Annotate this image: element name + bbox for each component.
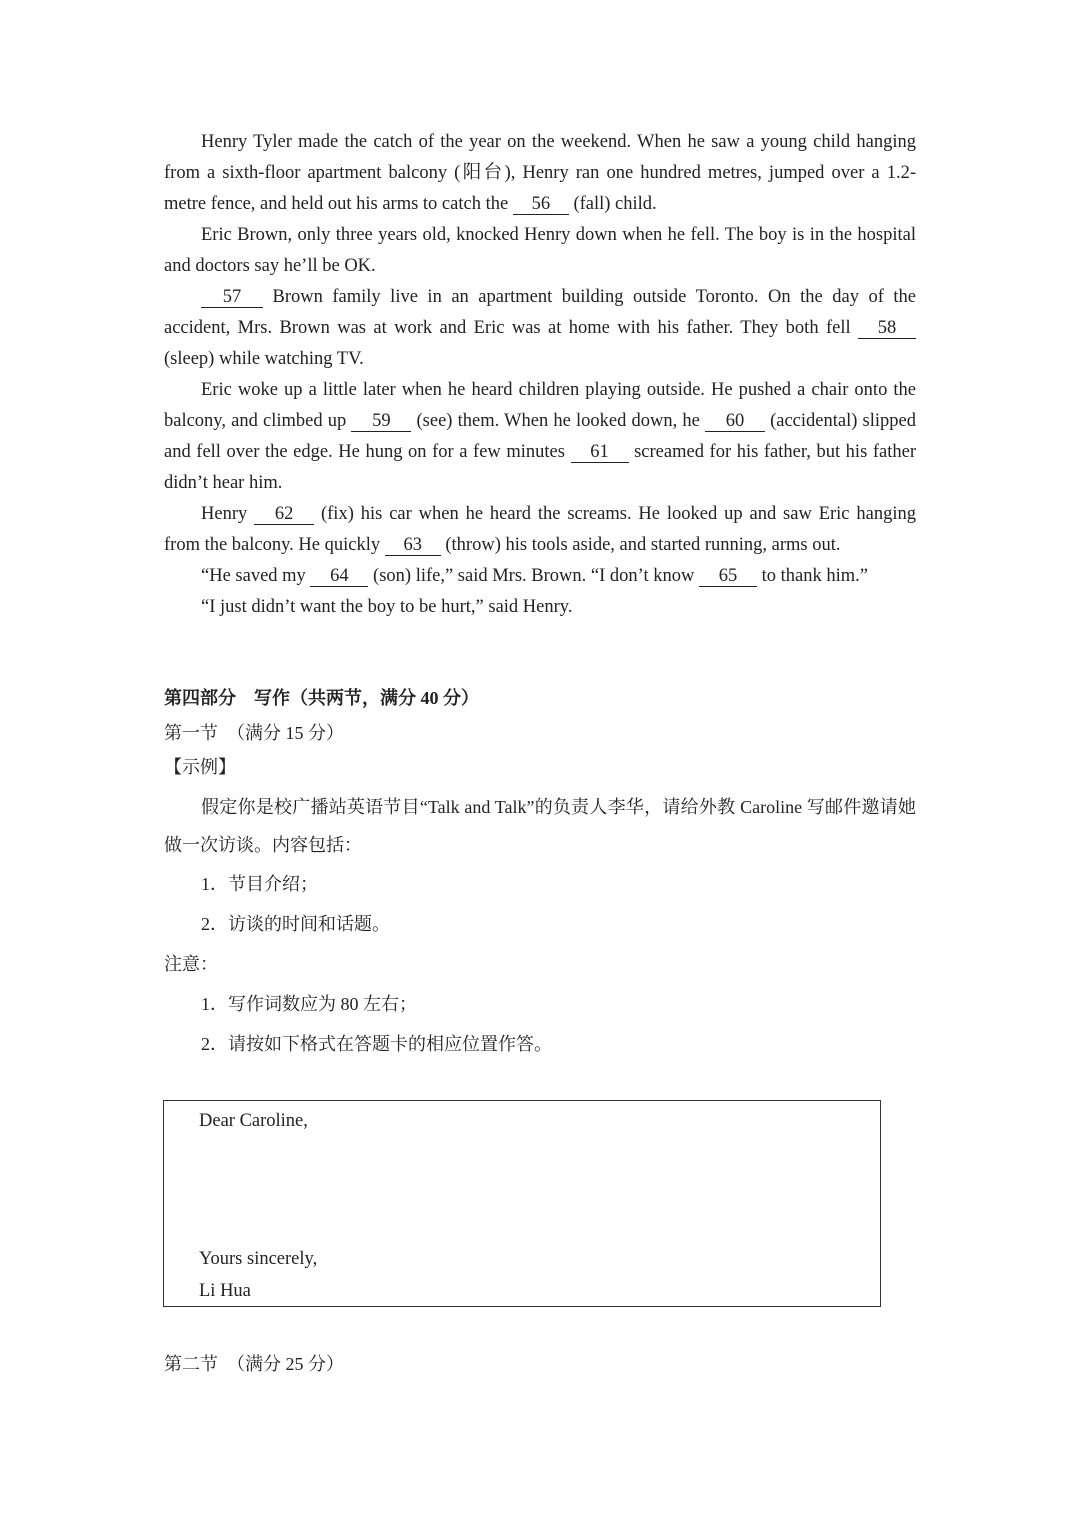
writing-task: 假定你是校广播站英语节目“Talk and Talk”的负责人李华，请给外教 Caroline 写邮件邀请她做一次访谈。内容包括： <box>164 797 916 855</box>
paragraph-3: 57 Brown family live in an apartment building outside Toronto. On the day of the accident, Mrs. Brown was at work and Eric was at home with his father. They both fell 58 (sleep) while watching TV. <box>164 287 916 369</box>
paragraph-7: “I just didn’t want the boy to be hurt,” said Henry. <box>201 597 573 617</box>
blank-57[interactable]: 57 <box>201 288 263 308</box>
content-item-1: 1．节目介绍； <box>201 874 318 894</box>
blank-64[interactable]: 64 <box>310 567 368 587</box>
letter-closing: Yours sincerely, <box>199 1249 318 1269</box>
section-two <box>164 1345 916 1383</box>
paragraph-2: Eric Brown, only three years old, knocked Henry down when he fell. The boy is in the hospital and doctors say he’ll be OK. <box>164 225 916 276</box>
blank-62[interactable]: 62 <box>254 505 314 525</box>
paragraph-1: Henry Tyler made the catch of the year on the weekend. When he saw a young child hanging from a sixth-floor apartment balcony (阳台), Henry ran one hundred metres, jumped over a 1.2-metre fence, and held out his arms to catch the 56 (fall) child. <box>164 132 916 214</box>
notes-label: 注意： <box>164 954 218 974</box>
part-four-title: 第四部分 写作（共两节，满分 40 分） <box>164 688 479 708</box>
cloze-passage <box>164 127 916 623</box>
blank-56[interactable]: 56 <box>513 195 569 215</box>
letter-signature: Li Hua <box>199 1281 251 1301</box>
paragraph-6: “He saved my 64 (son) life,” said Mrs. Brown. “I don’t know 65 to thank him.” <box>201 566 868 586</box>
writing-section <box>164 680 916 1064</box>
section-one-title: 第一节 （满分 15 分） <box>164 723 344 743</box>
blank-61[interactable]: 61 <box>571 443 629 463</box>
note-item-2: 2．请按如下格式在答题卡的相应位置作答。 <box>201 1034 552 1054</box>
paragraph-4: Eric woke up a little later when he heard children playing outside. He pushed a chair onto the balcony, and climbed up 59 (see) them. When he looked down, he 60 (accidental) slipped and fell over the edge. He hung on for a few minutes 61 screamed for his father, but his father didn’t hear him. <box>164 380 916 493</box>
blank-63[interactable]: 63 <box>385 536 441 556</box>
content-item-2: 2．访谈的时间和话题。 <box>201 914 390 934</box>
paragraph-5: Henry 62 (fix) his car when he heard the screams. He looked up and saw Eric hanging from the balcony. He quickly 63 (throw) his tools aside, and started running, arms out. <box>164 504 916 555</box>
blank-65[interactable]: 65 <box>699 567 757 587</box>
example-label: 【示例】 <box>164 757 236 777</box>
note-item-1: 1．写作词数应为 80 左右； <box>201 994 417 1014</box>
blank-59[interactable]: 59 <box>351 412 411 432</box>
blank-58[interactable]: 58 <box>858 319 916 339</box>
letter-salutation: Dear Caroline, <box>199 1111 308 1131</box>
letter-format-box <box>163 1100 881 1307</box>
blank-60[interactable]: 60 <box>705 412 765 432</box>
section-two-title: 第二节 （满分 25 分） <box>164 1354 344 1374</box>
